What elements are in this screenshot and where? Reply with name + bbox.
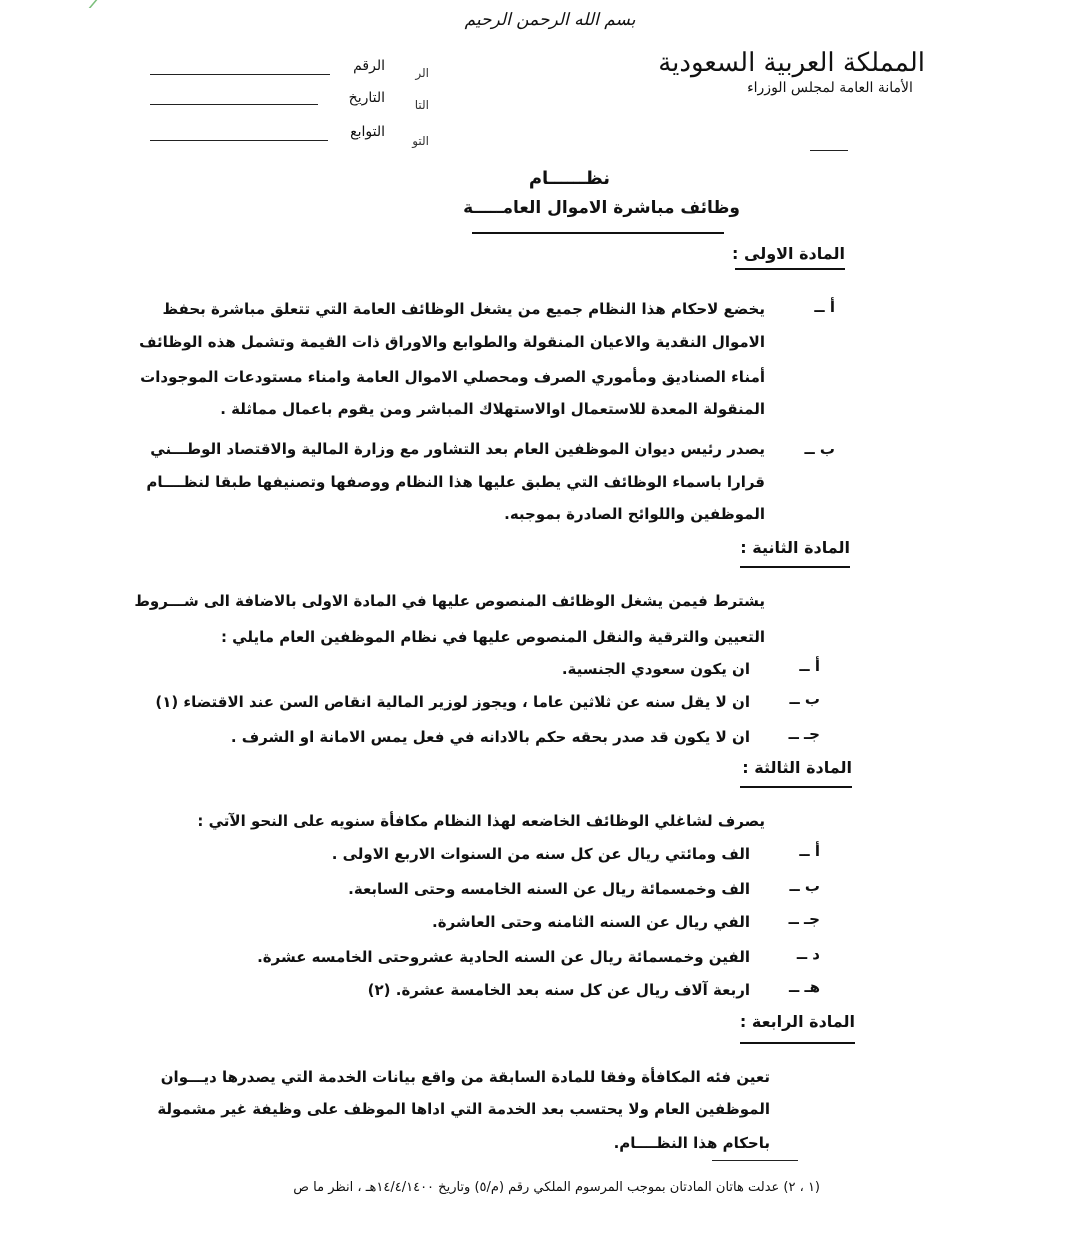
letterhead-divider (810, 150, 848, 151)
article-heading: المادة الاولى : (732, 244, 845, 263)
text-line: الف وخمسمائة ريال عن السنه الخامسه وحتى السابعة. (348, 880, 750, 898)
letterhead-subtitle: الأمانة العامة لمجلس الوزراء (747, 80, 913, 96)
text-line: المنقولة المعدة للاستعمال اوالاستهلاك المباشر ومن يقوم باعمال مماثلة . (220, 400, 765, 418)
text-line: الموظفين العام ولا يحتسب بعد الخدمة التي اداها الموظف على وظيفة غير مشمولة (157, 1100, 770, 1118)
item-marker: ب ــ (789, 877, 820, 895)
item-marker: أ ــ (799, 842, 820, 860)
item-marker: هـ ــ (788, 978, 820, 996)
footnote-rule (712, 1160, 798, 1161)
corner-mark (89, 0, 112, 8)
date-field-label: التاريخ (348, 90, 385, 106)
item-marker: د ــ (796, 945, 820, 963)
text-line: يصدر رئيس ديوان الموظفين العام بعد التشاور مع وزارة المالية والاقتصاد الوطـــني (150, 440, 765, 458)
letterhead-title: المملكة العربية السعودية (658, 48, 925, 78)
document-subtitle: وظائف مباشرة الاموال العامـــــة (463, 198, 740, 218)
attachments-field-label: التوابع (350, 124, 385, 140)
date-field-prefix: التا (414, 98, 429, 112)
document-title: نظــــــام (528, 168, 610, 189)
footnote: (١ ، ٢) عدلت هاتان المادتان بموجب المرسوم الملكي رقم (م/٥) وتاريخ ١٤/٤/١٤٠٠هـ ، انظر ما ص (293, 1180, 820, 1195)
article-heading-rule (735, 268, 845, 270)
title-underline (472, 232, 724, 234)
text-line: أمناء الصناديق ومأموري الصرف ومحصلي الاموال العامة وامناء مستودعات الموجودات (140, 368, 765, 386)
item-marker: ب ــ (789, 690, 820, 708)
item-marker: جـ ــ (788, 725, 820, 743)
item-marker: أ ــ (799, 657, 820, 675)
text-line: يشترط فيمن يشغل الوظائف المنصوص عليها في المادة الاولى بالاضافة الى شـــروط (134, 592, 765, 610)
text-line: الموظفين واللوائح الصادرة بموجبه. (504, 505, 765, 523)
text-line: اربعة آلاف ريال عن كل سنه بعد الخامسة عشرة. (٢) (367, 981, 750, 999)
article-heading-rule (740, 1042, 855, 1044)
text-line: الفي ريال عن السنه الثامنه وحتى العاشرة. (432, 913, 750, 931)
article-heading-rule (740, 566, 850, 568)
text-line: ان يكون سعودي الجنسية. (561, 660, 750, 678)
number-field-line (150, 74, 330, 75)
text-line: الف ومائتي ريال عن كل سنه من السنوات الاربع الاولى . (331, 845, 750, 863)
text-line: باحكام هذا النظــــام. (613, 1134, 770, 1152)
text-line: تعين فئه المكافأة وفقا للمادة السابقة من واقع بيانات الخدمة التي يصدرها ديـــوان (160, 1068, 770, 1086)
basmala: بسم الله الرحمن الرحيم (464, 10, 636, 30)
text-line: الفين وخمسمائة ريال عن السنه الحادية عشروحتى الخامسه عشرة. (257, 948, 750, 966)
number-field-prefix: الر (415, 66, 429, 80)
letterhead-logo (658, 48, 925, 96)
item-marker: أ ــ (814, 298, 835, 316)
text-line: يخضع لاحكام هذا النظام جميع من يشغل الوظائف العامة التي تتعلق مباشرة بحفظ (162, 300, 765, 318)
article-heading: المادة الرابعة : (739, 1012, 855, 1031)
number-field-label: الرقم (353, 58, 385, 74)
text-line: قرارا باسماء الوظائف التي يطبق عليها هذا النظام ووصفها وتصنيفها طبقا لنظــــام (146, 473, 765, 491)
text-line: يصرف لشاغلي الوظائف الخاضعه لهذا النظام مكافأة سنويه على النحو الآتي : (197, 812, 765, 830)
text-line: التعيين والترقية والنقل المنصوص عليها في نظام الموظفين العام مايلي : (220, 628, 765, 646)
text-line: ان لا يكون قد صدر بحقه حكم بالادانه في فعل يمس الامانة او الشرف . (230, 728, 750, 746)
item-marker: جـ ــ (788, 910, 820, 928)
article-heading: المادة الثانية : (740, 538, 850, 557)
article-heading: المادة الثالثة : (742, 758, 852, 777)
text-line: الاموال النقدية والاعيان المنقولة والطوابع والاوراق ذات القيمة وتشمل هذه الوظائف (139, 333, 765, 351)
attachments-field-line (150, 140, 328, 141)
item-marker: ب ــ (804, 440, 835, 458)
article-heading-rule (740, 786, 852, 788)
date-field-line (150, 104, 318, 105)
attachments-field-prefix: التو (412, 134, 429, 148)
text-line: ان لا يقل سنه عن ثلاثين عاما ، ويجوز لوزير المالية انقاص السن عند الاقتضاء (١) (155, 693, 750, 711)
